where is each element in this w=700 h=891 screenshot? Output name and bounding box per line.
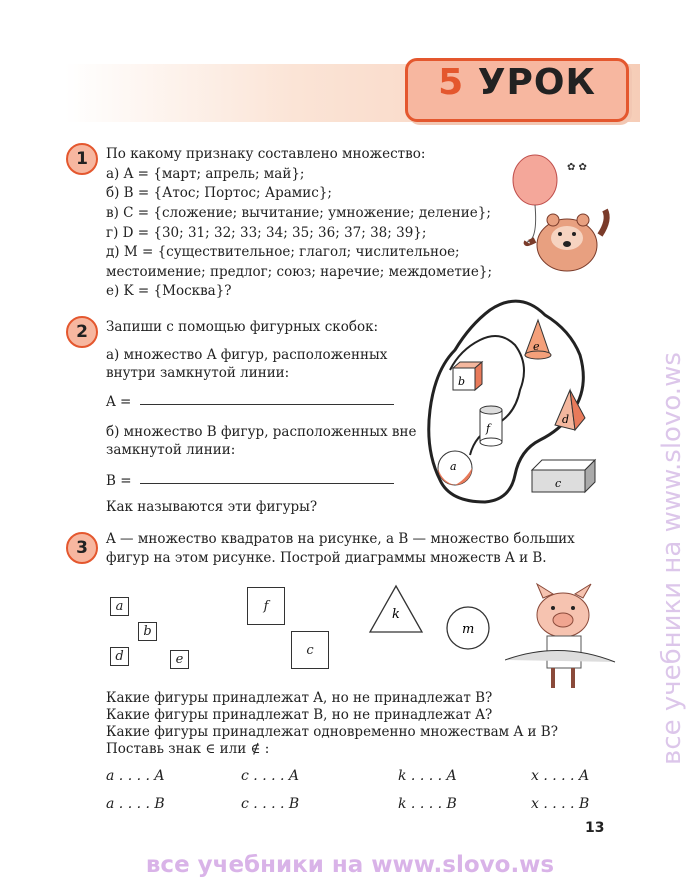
small-square-b: b (138, 622, 157, 641)
membership-blank[interactable]: c . . . . A (241, 768, 300, 784)
task-2-badge: 2 (66, 316, 98, 348)
lesson-word: УРОК (477, 62, 596, 103)
task-1-item: д) M = {существительное; глагол; числительное; (106, 244, 460, 260)
task-1-item: в) C = {сложение; вычитание; умножение; деление}; (106, 205, 491, 221)
membership-blank[interactable]: x . . . . A (531, 768, 590, 784)
task-1-item: а) A = {март; апрель; май}; (106, 166, 305, 182)
task-2-a-line1: а) множество A фигур, расположенных (106, 347, 388, 363)
answer-line-b[interactable] (140, 483, 394, 484)
task-2-prompt: Запиши с помощью фигурных скобок: (106, 319, 379, 335)
answer-line-a[interactable] (140, 404, 394, 405)
task-2-question: Как называются эти фигуры? (106, 499, 318, 515)
big-square-f: f (247, 587, 285, 625)
membership-blank[interactable]: x . . . . B (531, 796, 590, 812)
membership-blank[interactable]: c . . . . B (241, 796, 300, 812)
task-2-a-line2: внутри замкнутой линии: (106, 365, 290, 381)
pig-umbrella-illustration (505, 580, 620, 695)
small-square-d: d (110, 647, 129, 666)
svg-text:m: m (462, 622, 475, 637)
svg-text:все учебники на www.slovo.ws: все учебники на www.slovo.ws (657, 352, 687, 765)
task-3-line2: фигур на этом рисунке. Построй диаграммы множеств A и B. (106, 550, 547, 566)
figure-label: a (450, 460, 457, 473)
task-3-question: Какие фигуры принадлежат одновременно множествам A и B? (106, 724, 558, 740)
task-2-b-line2: замкнутой линии: (106, 442, 236, 458)
watermark-vertical (650, 130, 690, 770)
svg-text:✿ ✿: ✿ ✿ (567, 162, 587, 173)
small-square-a: a (110, 597, 129, 616)
task-1-item: б) B = {Атос; Портос; Арамис}; (106, 185, 332, 201)
task-3-question: Какие фигуры принадлежат A, но не принадлежат B? (106, 690, 493, 706)
triangle-k (368, 584, 424, 634)
figure-label: c (555, 477, 562, 490)
task-3-line1: A — множество квадратов на рисунке, а B — множество больших (106, 531, 575, 547)
task-2-a-label: A = (106, 394, 132, 410)
svg-text:k: k (392, 607, 400, 622)
task-2-b-line1: б) множество B фигур, расположенных вне (106, 424, 417, 440)
watermark-bottom: все учебники на www.slovo.ws (145, 852, 555, 878)
figure-label: b (458, 375, 466, 388)
figure-label: e (533, 340, 540, 353)
figure-label: d (562, 413, 570, 426)
task-1-item: е) K = {Москва}? (106, 283, 232, 299)
lesson-title (405, 62, 629, 103)
big-square-c: c (291, 631, 329, 669)
closed-line-figures-diagram (420, 290, 625, 515)
membership-blank[interactable]: k . . . . A (398, 768, 457, 784)
bear-balloon-illustration (505, 150, 630, 275)
membership-blank[interactable]: a . . . . B (106, 796, 165, 812)
lesson-number: 5 (438, 62, 465, 103)
task-1-item: местоимение; предлог; союз; наречие; междометие}; (106, 264, 493, 280)
task-2-b-label: B = (106, 473, 132, 489)
circle-m (445, 605, 491, 651)
figure-label: f (486, 422, 491, 435)
task-3-badge: 3 (66, 532, 98, 564)
task-3-instruction: Поставь знак ∈ или ∉ : (106, 741, 270, 757)
page-number: 13 (585, 820, 605, 836)
task-3-question: Какие фигуры принадлежат B, но не принадлежат A? (106, 707, 493, 723)
task-1-question: По какому признаку составлено множество: (106, 146, 426, 162)
membership-blank[interactable]: k . . . . B (398, 796, 457, 812)
membership-blank[interactable]: a . . . . A (106, 768, 165, 784)
task-1-badge: 1 (66, 143, 98, 175)
task-1-item: г) D = {30; 31; 32; 33; 34; 35; 36; 37; 38; 39}; (106, 225, 427, 241)
small-square-e: e (170, 650, 189, 669)
